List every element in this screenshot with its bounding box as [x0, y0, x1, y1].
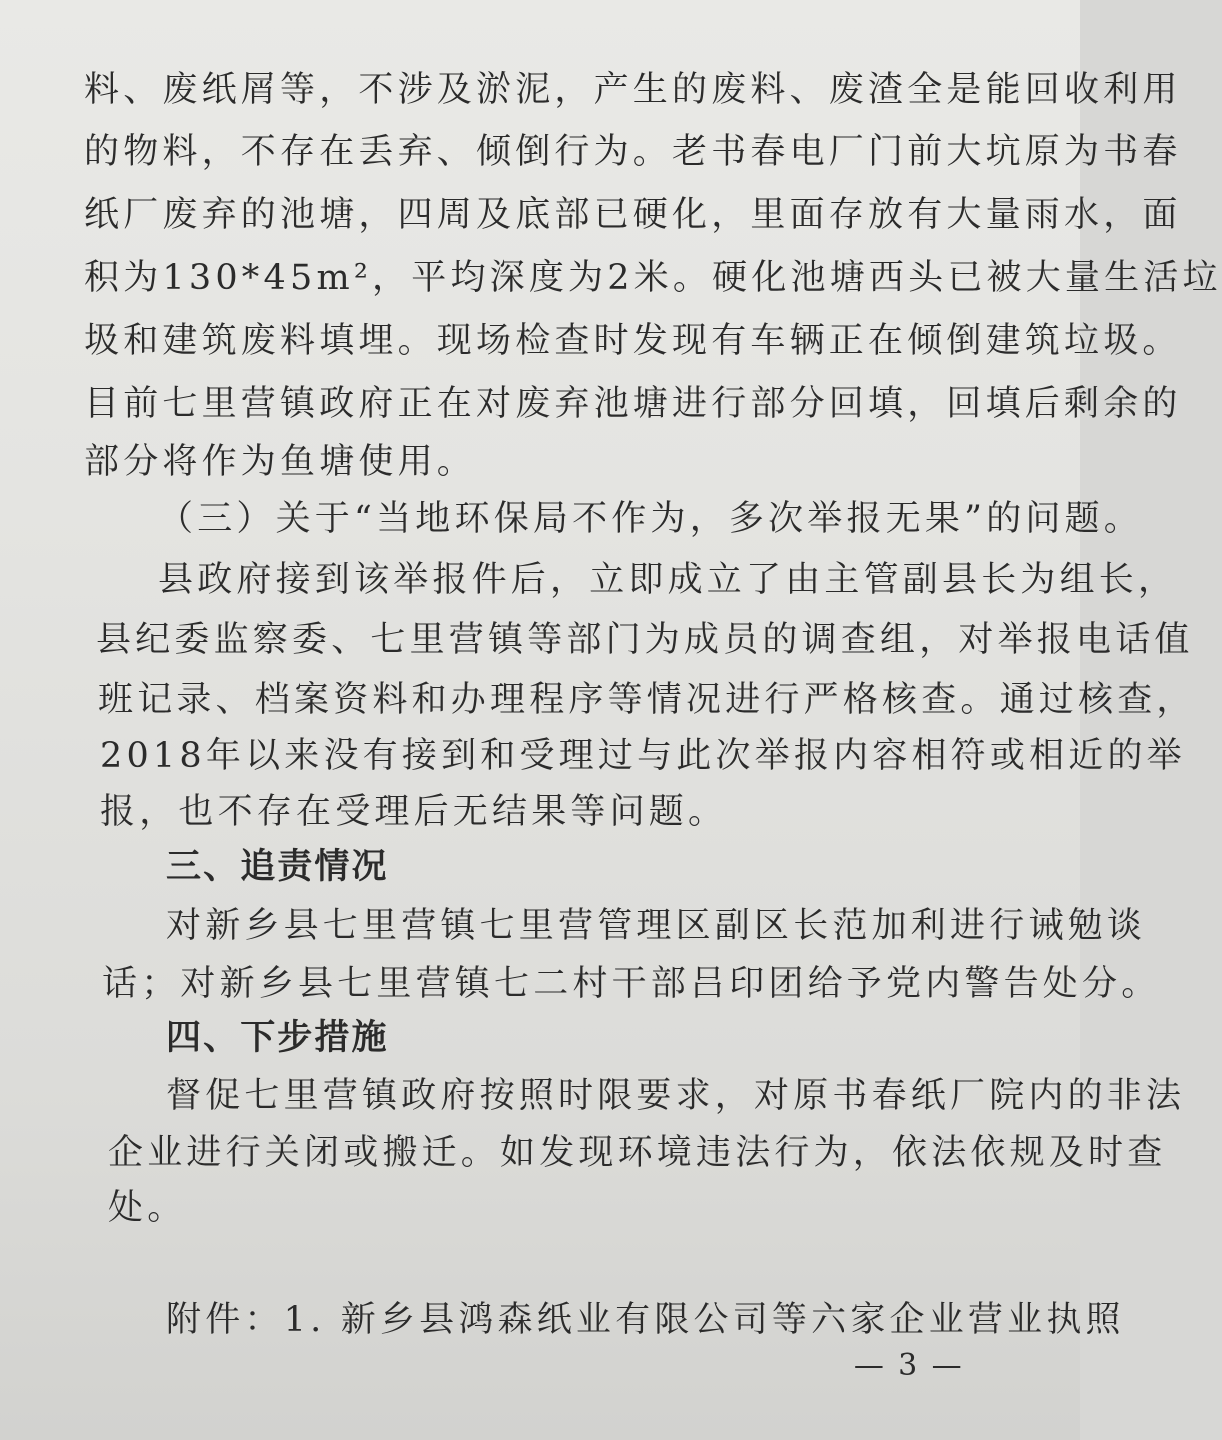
body-line: 对新乡县七里营镇七里营管理区副区长范加利进行诫勉谈 — [166, 906, 1147, 946]
section-heading: 四、下步措施 — [166, 1018, 389, 1058]
body-line: 纸厂废弃的池塘，四周及底部已硬化，里面存放有大量雨水，面 — [84, 195, 1182, 235]
page-number: — 3 — — [853, 1348, 964, 1383]
body-line: 县纪委监察委、七里营镇等部门为成员的调查组，对举报电话值 — [96, 620, 1194, 660]
body-line: 处。 — [108, 1188, 187, 1228]
body-line: 2018年以来没有接到和受理过与此次举报内容相符或相近的举 — [100, 736, 1186, 776]
body-line: 县政府接到该举报件后，立即成立了由主管副县长为组长， — [158, 560, 1178, 600]
body-line: 料、废纸屑等，不涉及淤泥，产生的废料、废渣全是能回收利用 — [84, 70, 1182, 110]
section-heading: 三、追责情况 — [166, 847, 389, 887]
body-line: 的物料，不存在丢弃、倾倒行为。老书春电厂门前大坑原为书春 — [84, 132, 1182, 172]
body-line: 积为130*45m²，平均深度为2米。硬化池塘西头已被大量生活垃 — [84, 258, 1222, 298]
body-line: 圾和建筑废料填埋。现场检查时发现有车辆正在倾倒建筑垃圾。 — [84, 321, 1182, 361]
body-line: 报，也不存在受理后无结果等问题。 — [100, 792, 728, 832]
body-line: 部分将作为鱼塘使用。 — [84, 442, 477, 482]
body-line: 话；对新乡县七里营镇七二村干部吕印团给予党内警告处分。 — [102, 964, 1161, 1004]
body-line: 企业进行关闭或搬迁。如发现环境违法行为，依法依规及时查 — [108, 1133, 1167, 1173]
attachment-line: 附件：1. 新乡县鸿森纸业有限公司等六家企业营业执照 — [166, 1300, 1125, 1340]
body-line: 班记录、档案资料和办理程序等情况进行严格核查。通过核查， — [98, 680, 1196, 720]
body-line: 目前七里营镇政府正在对废弃池塘进行部分回填，回填后剩余的 — [84, 384, 1182, 424]
body-line: 督促七里营镇政府按照时限要求，对原书春纸厂院内的非法 — [166, 1076, 1186, 1116]
subsection-title: （三）关于“当地环保局不作为，多次举报无果”的问题。 — [158, 499, 1143, 539]
